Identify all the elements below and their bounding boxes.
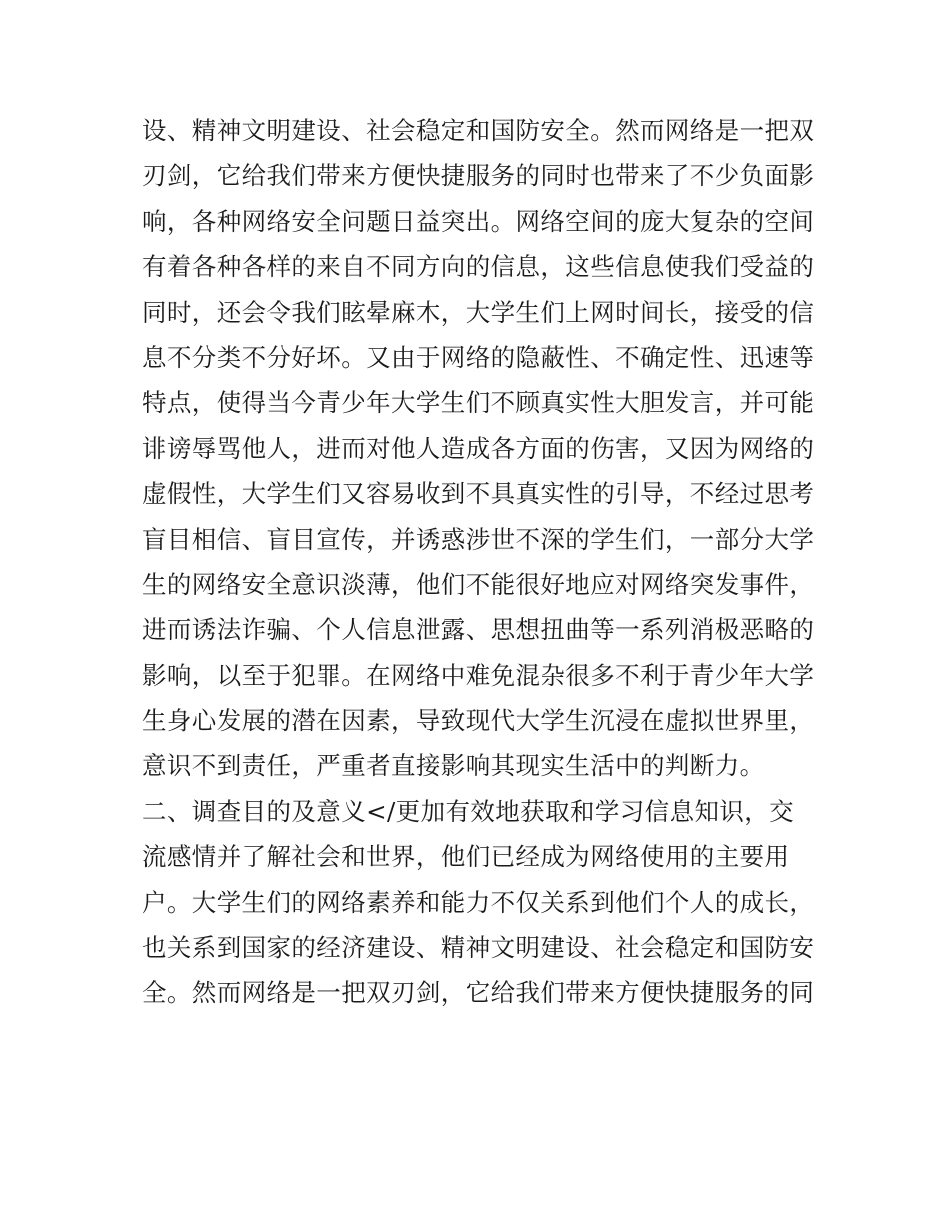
text-line: 进而诱法诈骗、个人信息泄露、思想扭曲等一系列消极恶略的 <box>142 615 815 645</box>
body-text <box>142 108 822 1016</box>
text-line: 意识不到责任，严重者直接影响其现实生活中的判断力。 <box>142 751 765 781</box>
text-line: 诽谤辱骂他人，进而对他人造成各方面的伤害，又因为网络的 <box>142 433 815 463</box>
text-line: 响，各种网络安全问题日益突出。网络空间的庞大复杂的空间 <box>142 206 815 236</box>
text-line: 有着各种各样的来自不同方向的信息，这些信息使我们受益的 <box>142 252 815 282</box>
text-line: 影响，以至于犯罪。在网络中难免混杂很多不利于青少年大学 <box>142 660 815 690</box>
text-line: 息不分类不分好坏。又由于网络的隐蔽性、不确定性、迅速等 <box>142 342 815 372</box>
text-line: 盲目相信、盲目宣传，并诱惑涉世不深的学生们，一部分大学 <box>142 524 815 554</box>
text-line: 设、精神文明建设、社会稳定和国防安全。然而网络是一把双 <box>142 116 815 145</box>
text-line: 生的网络安全意识淡薄，他们不能很好地应对网络突发事件， <box>142 569 815 599</box>
text-line: 特点，使得当今青少年大学生们不顾真实性大胆发言，并可能 <box>142 388 815 418</box>
text-line: 生身心发展的潜在因素，导致现代大学生沉浸在虚拟世界里， <box>142 706 815 736</box>
text-line: 全。然而网络是一把双刃剑，它给我们带来方便快捷服务的同 <box>142 978 815 1008</box>
text-line: 也关系到国家的经济建设、精神文明建设、社会稳定和国防安 <box>142 933 815 963</box>
text-line: 同时，还会令我们眩晕麻木，大学生们上网时间长，接受的信 <box>142 297 815 327</box>
text-line: 虚假性，大学生们又容易收到不具真实性的引导，不经过思考 <box>142 479 815 509</box>
section-heading-line: 二、调查目的及意义</更加有效地获取和学习信息知识，交 <box>142 796 795 826</box>
text-line: 流感情并了解社会和世界，他们已经成为网络使用的主要用 <box>142 842 790 872</box>
text-line: 刃剑，它给我们带来方便快捷服务的同时也带来了不少负面影 <box>142 161 815 191</box>
text-line: 户。大学生们的网络素养和能力不仅关系到他们个人的成长， <box>142 887 815 917</box>
